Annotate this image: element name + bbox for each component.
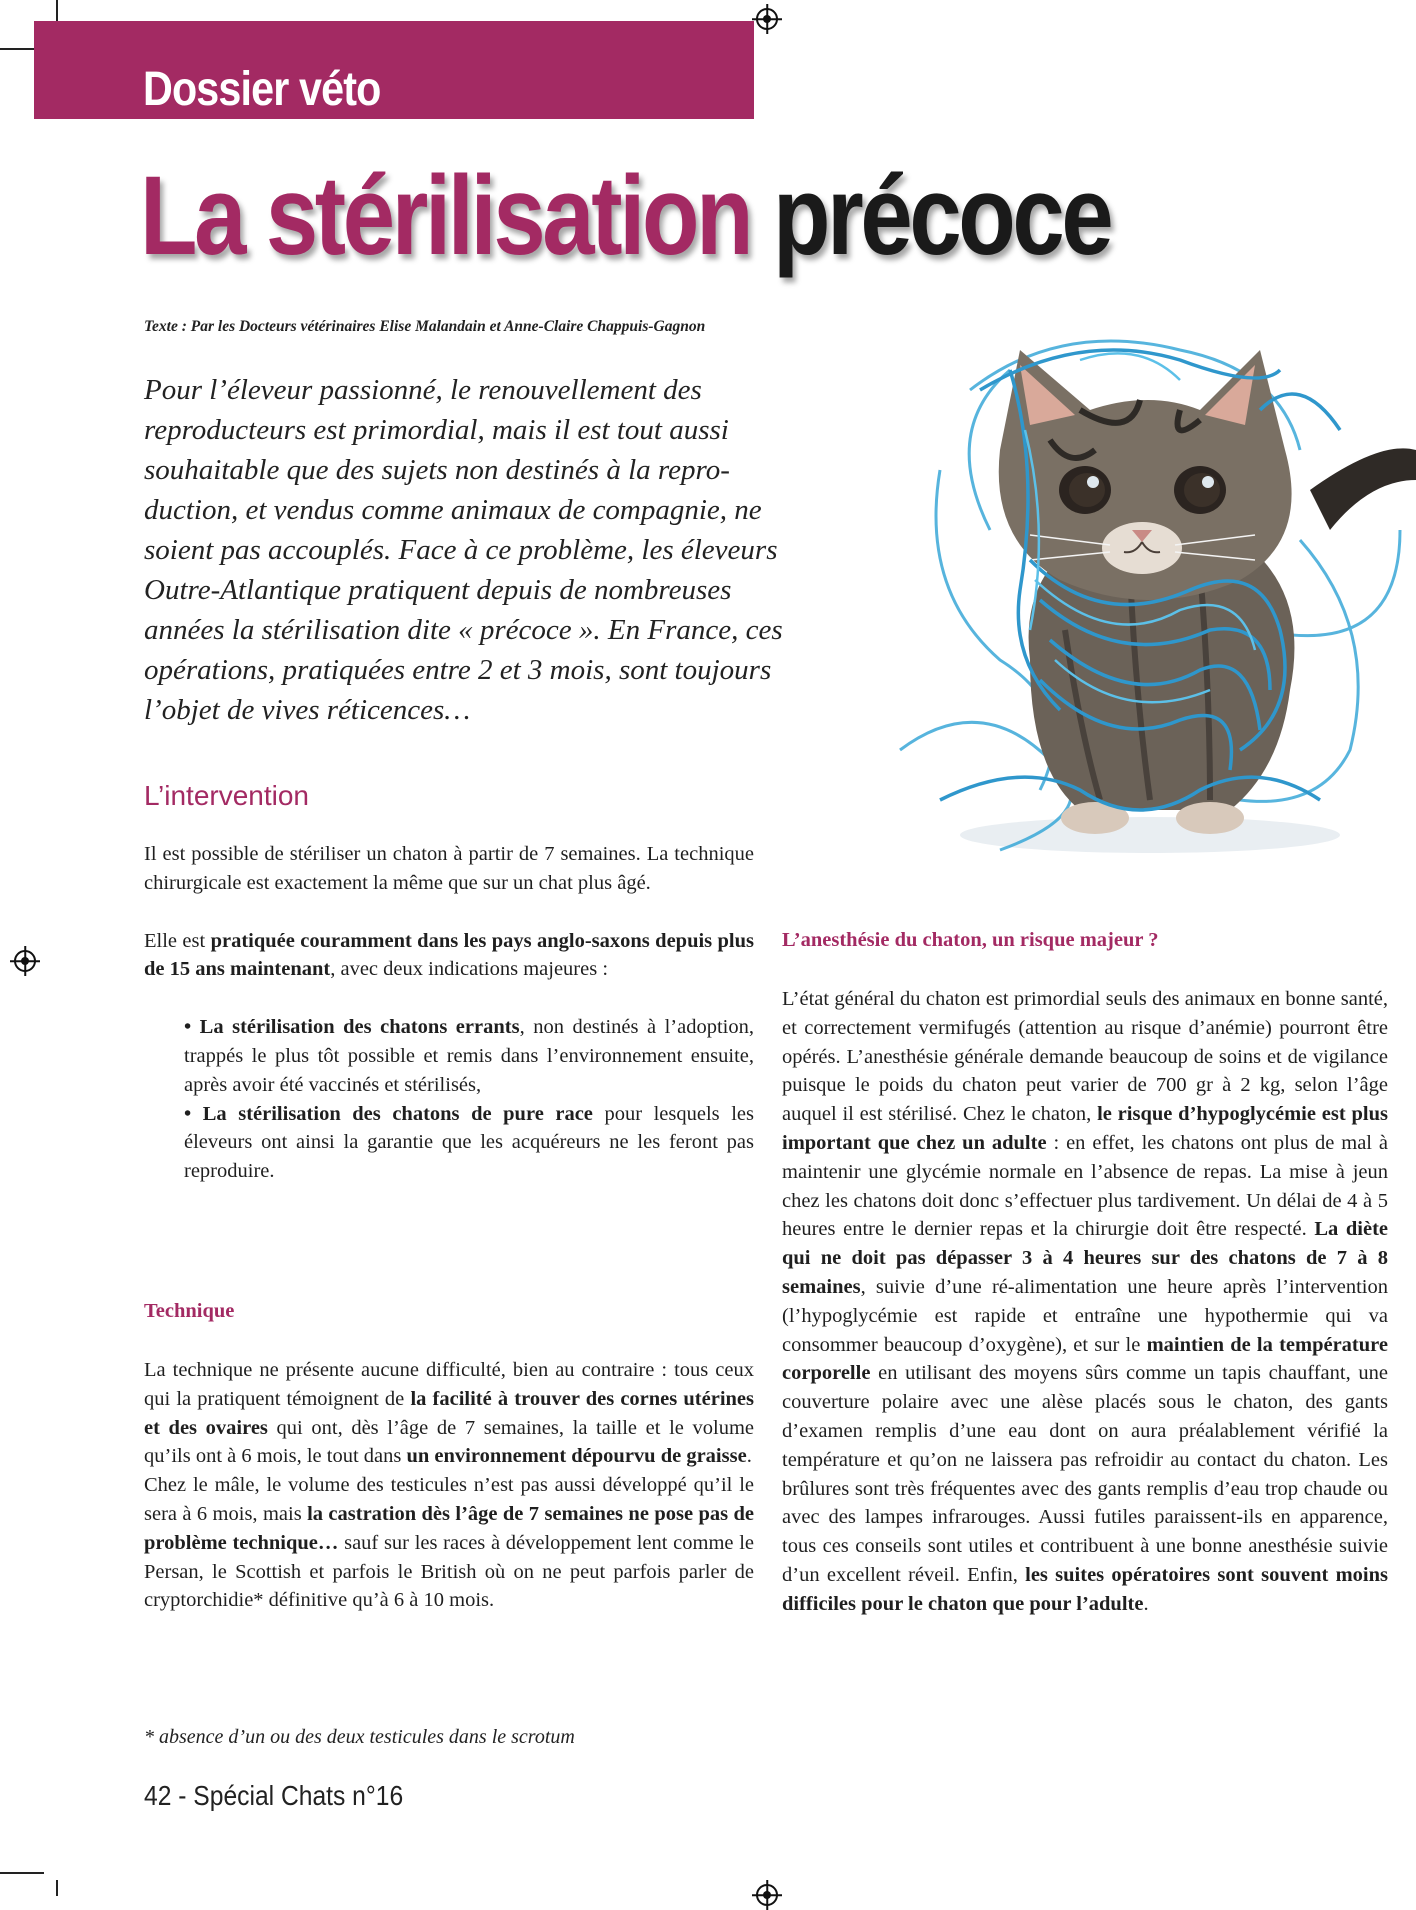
crop-mark: [0, 1872, 44, 1874]
title-part-1: La stérilisation: [140, 153, 751, 278]
left-column: [144, 840, 754, 1186]
intro-line: Outre-Atlantique pratiquent depuis de nombreuses: [144, 574, 732, 606]
byline: Texte : Par les Docteurs vétérinaires Elise Malandain et Anne-Claire Chappuis-Gagnon: [144, 318, 706, 335]
technique-text: [144, 1356, 754, 1615]
intro-line: souhaitable que des sujets non destinés à la repro-: [144, 454, 730, 486]
intro-line: années la stérilisation dite « précoce ». En France, ces: [144, 614, 783, 646]
intro-line: soient pas accouplés. Face à ce problème, les éleveurs: [144, 534, 778, 566]
intro-paragraph: [144, 370, 904, 730]
intro-line: l’objet de vives réticences…: [144, 694, 471, 726]
crop-mark: [56, 1880, 58, 1896]
subheading-technique: Technique: [144, 1300, 235, 1322]
kitten-yarn-photo: [880, 330, 1416, 870]
subheading-anesthesia: L’anesthésie du chaton, un risque majeur ?: [782, 929, 1159, 951]
intro-line: opérations, pratiquées entre 2 et 3 mois, sont toujours: [144, 654, 772, 686]
page-folio: 42 - Spécial Chats n°16: [144, 1780, 404, 1811]
footnote: * absence d’un ou des deux testicules dans le scrotum: [144, 1726, 575, 1748]
section-header-bar: [34, 21, 754, 119]
list-item: • La stérilisation des chatons errants, non destinés à l’adoption, trappés le plus tôt possible et remis dans l’environnement ensuite, après avoir été vaccinés et stérilisés,: [184, 1016, 754, 1096]
right-column: [782, 985, 1388, 1619]
list-item: • La stérilisation des chatons de pure race pour lesquels les éleveurs ont ainsi la garantie que les acquéreurs ne les feront pas reproduire.: [184, 1102, 754, 1183]
paragraph: Il est possible de stériliser un chaton à partir de 7 semaines. La technique chirurgicale est exactement la même que sur un chat plus âgé.: [144, 843, 754, 894]
intro-line: Pour l’éleveur passionné, le renouvellement des: [144, 374, 702, 406]
paragraph: Chez le mâle, le volume des testicules n’est pas aussi développé qu’il le sera à 6 mois, mais la castration dès l’âge de 7 semaines ne pose pas de problème technique… sauf sur les races à développement lent comme le Persan, le Scottish et parfois le British où on ne peut parfois parler de cryptorchidie* définitive qu’à 6 à 10 mois.: [144, 1474, 754, 1612]
paragraph: Elle est pratiquée couramment dans les pays anglo-saxons depuis plus de 15 ans maintenant, avec deux indications majeures :: [144, 929, 754, 981]
registration-mark-icon: [756, 8, 778, 30]
intro-line: duction, et vendus comme animaux de compagnie, ne: [144, 494, 762, 526]
intro-line: reproducteurs est primordial, mais il est tout aussi: [144, 414, 729, 446]
section-label: Dossier véto: [143, 63, 381, 116]
paragraph: L’état général du chaton est primordial seuls des animaux en bonne santé, et correctement vermifugés (attention au risque d’anémie) pourront être opérés. L’anesthésie générale demande beaucoup de soins et de vigilance puisque le poids du chaton peut varier de 700 gr à 2 kg, selon l’âge auquel il est stérilisé. Chez le chaton, le risque d’hypoglycémie est plus important que chez un adulte : en effet, les chatons ont plus de mal à maintenir une glycémie normale en l’absence de repas. La mise à jeun chez les chatons doit donc s’effectuer plus tardivement. Un délai de 4 à 5 heures entre le dernier repas et la chirurgie doit être respecté. La diète qui ne doit pas dépasser 3 à 4 heures sur des chatons de 7 à 8 semaines, suivie d’une ré-alimentation une heure après l’intervention (l’hypoglycémie est rapide et entraîne une hypothermie qui va consommer beaucoup d’oxygène), et sur le maintien de la température corporelle en utilisant des moyens sûrs comme un tapis chauffant, une couverture polaire avec une alèse placés sous le chaton, des gants d’examen remplis d’une eau dont on aura préalablement vérifié la température et qu’on ne laissera pas refroidir au contact du chaton. Les brûlures sont très fréquentes avec des gants remplis d’eau trop chaude ou avec des lampes infrarouges. Aussi futiles paraissent-ils en apparence, tous ces conseils sont utiles et contribuent à une bonne anesthésie suivie d’un excellent réveil. Enfin, les suites opératoires sont souvent moins difficiles pour le chaton que pour l’adulte.: [782, 988, 1388, 1615]
title-part-2: précoce: [773, 153, 1111, 278]
section-heading-intervention: L’intervention: [144, 780, 310, 811]
paragraph: La technique ne présente aucune difficulté, bien au contraire : tous ceux qui la pratiquent témoignent de la facilité à trouver des cornes utérines et des ovaires qui ont, dès l’âge de 7 semaines, la taille et le volume qu’ils ont à 6 mois, le tout dans un environnement dépourvu de graisse.: [144, 1359, 755, 1468]
registration-mark-icon: [14, 950, 36, 972]
registration-mark-icon: [756, 1884, 778, 1906]
article-title: [140, 153, 1111, 278]
